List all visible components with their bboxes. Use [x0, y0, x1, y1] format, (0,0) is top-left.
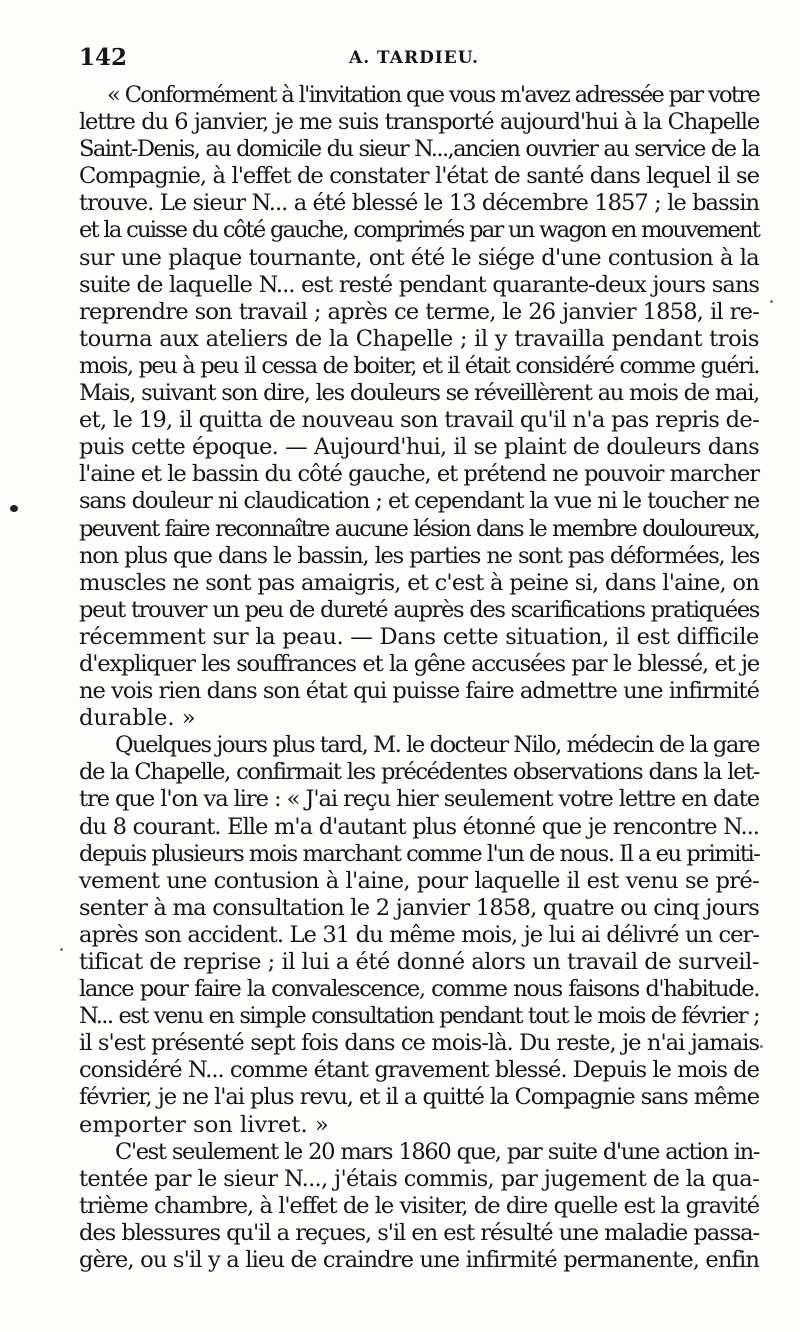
text-line: ne vois rien dans son état qui puisse faire admettre une infirmité	[79, 678, 759, 705]
text-line: reprendre son travail ; après ce terme, le 26 janvier 1858, il re-	[79, 298, 759, 325]
running-head: A. TARDIEU.	[349, 48, 479, 68]
text-line: non plus que dans le bassin, les parties ne sont pas déformées, les	[79, 542, 759, 569]
text-line: sur une plaque tournante, ont été le siége d'une contusion à la	[79, 244, 759, 271]
text-line: tificat de reprise ; il lui a été donné alors un travail de surveil-	[79, 949, 759, 975]
text-line: et la cuisse du côté gauche, comprimés par un wagon en mouvement	[79, 217, 759, 244]
text-line: peuvent faire reconnaître aucune lésion dans le membre douloureux,	[79, 515, 759, 542]
text-line: suite de laquelle N... est resté pendant quarante-deux jours sans	[79, 271, 759, 298]
text-line: N... est venu en simple consultation pendant tout le mois de février ;	[79, 1003, 759, 1030]
text-line: depuis plusieurs mois marchant comme l'un de nous. Il a eu primiti-	[79, 840, 760, 867]
text-line: gère, ou s'il y a lieu de craindre une infirmité permanente, enfin	[79, 1247, 759, 1274]
text-line: après son accident. Le 31 du même mois, je lui ai délivré un cer-	[79, 921, 759, 948]
text-line: considéré N... comme étant gravement blessé. Depuis le mois de	[79, 1057, 759, 1084]
page-number: 142	[79, 44, 128, 71]
text-line: lance pour faire la convalescence, comme nous faisons d'habitude.	[79, 976, 759, 1003]
page-body	[79, 82, 759, 1274]
text-line: trième chambre, à l'effet de le visiter, de dire quelle est la gravité	[79, 1192, 759, 1219]
text-line: de la Chapelle, confirmait les précédentes observations dans la let-	[79, 759, 759, 786]
text-line: lettre du 6 janvier, je me suis transporté aujourd'hui à la Chapelle	[79, 109, 759, 136]
text-line: récemment sur la peau. — Dans cette situation, il est difficile	[79, 623, 759, 650]
text-line: l'aine et le bassin du côté gauche, et prétend ne pouvoir marcher	[79, 461, 759, 488]
text-line: muscles ne sont pas amaigris, et c'est à peine si, dans l'aine, on	[79, 569, 759, 596]
text-line: Compagnie, à l'effet de constater l'état de santé dans lequel il se	[79, 163, 759, 190]
page-header	[79, 40, 772, 76]
text-line: tentée par le sieur N..., j'étais commis, par jugement de la qua-	[79, 1165, 759, 1192]
text-line: sans douleur ni claudication ; et cependant la vue ni le toucher ne	[79, 488, 759, 515]
text-line: C'est seulement le 20 mars 1860 que, par suite d'une action in-	[115, 1138, 759, 1165]
paragraph-letter-quote	[79, 82, 759, 732]
text-line: Quelques jours plus tard, M. le docteur Nilo, médecin de la gare	[115, 732, 759, 759]
text-line: senter à ma consultation le 2 janvier 1858, quatre ou cinq jours	[79, 894, 759, 921]
text-line: février, je ne l'ai plus revu, et il a quitté la Compagnie sans même	[79, 1084, 759, 1111]
text-line: durable. »	[79, 705, 196, 732]
text-line: peut trouver un peu de dureté auprès des scarifications pratiquées	[79, 596, 759, 623]
text-line: « Conformément à l'invitation que vous m'avez adressée par votre	[107, 82, 759, 108]
text-line: des blessures qu'il a reçues, s'il en est résulté une maladie passa-	[79, 1219, 759, 1246]
text-line: trouve. Le sieur N... a été blessé le 13 décembre 1857 ; le bassin	[79, 190, 759, 217]
page-speck	[760, 1045, 763, 1048]
paragraph-expertise	[79, 1139, 759, 1274]
paragraph-doctor-letter	[79, 732, 759, 1138]
text-line: il s'est présenté sept fois dans ce mois-là. Du reste, je n'ai jamais	[79, 1030, 759, 1057]
margin-mark	[10, 505, 18, 512]
page-speck	[60, 948, 63, 951]
text-line: vement une contusion à l'aine, pour laquelle il est venu se pré-	[79, 867, 759, 894]
text-line: et, le 19, il quitta de nouveau son travail qu'il n'a pas repris de-	[79, 407, 759, 434]
text-line: d'expliquer les souffrances et la gêne accusées par le blessé, et je	[79, 650, 759, 677]
text-line: puis cette époque. — Aujourd'hui, il se plaint de douleurs dans	[79, 434, 759, 461]
text-line: tourna aux ateliers de la Chapelle ; il y travailla pendant trois	[79, 325, 759, 352]
text-line: Saint-Denis, au domicile du sieur N...,ancien ouvrier au service de la	[79, 136, 759, 163]
text-line: mois, peu à peu il cessa de boiter, et il était considéré comme guéri.	[79, 352, 759, 379]
text-line: Mais, suivant son dire, les douleurs se réveillèrent au mois de mai,	[79, 380, 759, 407]
text-line: emporter son livret. »	[79, 1111, 329, 1138]
text-line: du 8 courant. Elle m'a d'autant plus étonné que je rencontre N...	[79, 813, 759, 840]
page-speck	[770, 300, 773, 303]
text-line: tre que l'on va lire : « J'ai reçu hier seulement votre lettre en date	[79, 786, 759, 813]
